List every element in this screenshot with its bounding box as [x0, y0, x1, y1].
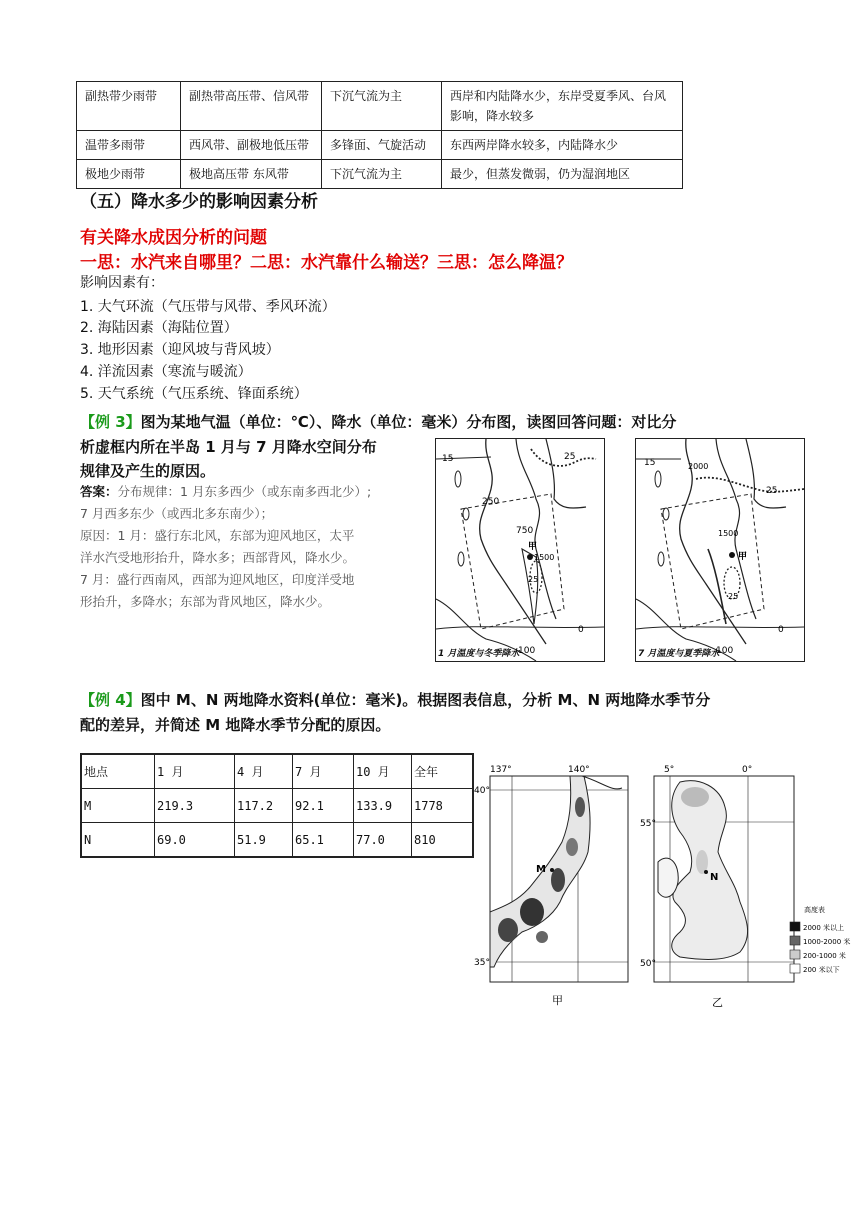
table-cell: 219.3	[155, 789, 235, 823]
factor-item: 5. 天气系统（气压系统、锋面系统）	[80, 386, 308, 402]
table-cell: 77.0	[354, 823, 412, 858]
factor-item: 1. 大气环流（气压带与风带、季风环流）	[80, 299, 336, 315]
example4-question	[80, 688, 710, 713]
map-yi-lon2: 0°	[742, 765, 753, 775]
example3-tag: 【例 3】	[80, 413, 141, 431]
answer-label: 答案：	[80, 484, 118, 499]
map-yi-svg	[640, 762, 860, 1012]
map-yi-lon1: 5°	[664, 765, 675, 775]
legend-item: 2000 米以上	[803, 924, 845, 932]
map-jia-lat1: 40°	[474, 786, 490, 796]
answer-line: 7 月西多东少（或西北多东南少）；	[80, 506, 274, 521]
map-caption: 7 月温度与夏季降水	[638, 649, 720, 659]
january-precip-map	[435, 438, 605, 662]
answer-line: 洋水汽受地形抬升，降水多；西部背风，降水少。	[80, 550, 356, 565]
example3-text: 图为某地气温（单位：℃）、降水（单位：毫米）分布图，读图回答问题：对比分	[140, 413, 677, 431]
map-label-25: 25	[766, 486, 778, 496]
table-row	[77, 82, 683, 131]
map-yi-point-n: N	[710, 872, 719, 883]
table-cell: 西风带、副极地低压带	[181, 131, 322, 160]
table-cell: 副热带少雨带	[77, 82, 181, 131]
section-title: （五）降水多少的影响因素分析	[80, 192, 318, 212]
table-cell: 69.0	[155, 823, 235, 858]
map-label-jia: 甲	[738, 552, 748, 562]
table-cell: 多锋面、气旋活动	[322, 131, 442, 160]
red-heading-three-thoughts: 一思：水汽来自哪里？二思：水汽靠什么输送？三思：怎么降温？	[80, 253, 573, 273]
map-yi-lat1: 55°	[640, 819, 656, 829]
table-header: 4 月	[235, 754, 293, 789]
table-header: 地点	[81, 754, 155, 789]
january-map-svg	[436, 439, 604, 661]
map-jia-lat2: 35°	[474, 958, 490, 968]
answer-line: 7 月：盛行西南风，西部为迎风地区，印度洋受地	[80, 572, 355, 587]
map-label-1500: 1500	[718, 529, 739, 538]
legend-item: 200-1000 米	[803, 952, 846, 960]
table-cell: 西岸和内陆降水少，东岸受夏季风、台风影响，降水较多	[442, 82, 683, 131]
map-label-jia: 甲	[528, 542, 538, 552]
table-header: 7 月	[293, 754, 354, 789]
table-header: 1 月	[155, 754, 235, 789]
example3-text-line2: 析虚框内所在半岛 1 月与 7 月降水空间分布	[80, 438, 377, 456]
table-cell: 1778	[412, 789, 474, 823]
legend-item: 1000-2000 米	[803, 938, 851, 946]
map-label-15: 15	[644, 458, 656, 468]
table-header-row	[81, 754, 473, 789]
map-label-750: 750	[516, 526, 534, 536]
map-label-2000: 2000	[688, 462, 709, 471]
table-cell: N	[81, 823, 155, 858]
answer-line: 形抬升，多降水；东部为背风地区，降水少。	[80, 594, 331, 609]
map-jia-lon2: 140°	[568, 765, 590, 775]
map-label-0: 0	[778, 625, 784, 635]
map-caption: 1 月温度与冬季降水	[438, 649, 520, 659]
example3-text-line3: 规律及产生的原因。	[80, 462, 216, 480]
map-label-1500: 1500	[534, 553, 555, 562]
factors-intro: 影响因素有：	[80, 275, 164, 291]
map-yi-lat2: 50°	[640, 959, 656, 969]
map-label-25: 25	[564, 452, 576, 462]
factor-item: 2. 海陆因素（海陆位置）	[80, 320, 238, 336]
table-cell: 117.2	[235, 789, 293, 823]
map-label-25b: 25	[528, 575, 539, 584]
table-cell: 810	[412, 823, 474, 858]
legend-item: 200 米以下	[803, 966, 840, 974]
map-label-0: 0	[578, 625, 584, 635]
table-cell: 下沉气流为主	[322, 160, 442, 189]
table-row	[81, 823, 473, 858]
july-map-svg	[636, 439, 804, 661]
table-row	[77, 160, 683, 189]
map-label-100: 100	[518, 646, 536, 656]
map-jia-point-m: M	[536, 864, 546, 875]
answer-line: 分布规律：1 月东多西少（或东南多西北少）;	[117, 484, 372, 499]
legend-title: 高度表	[804, 906, 825, 914]
map-label-15: 15	[442, 454, 454, 464]
table-cell: 极地少雨带	[77, 160, 181, 189]
map-yi	[640, 762, 860, 1012]
table-cell: 65.1	[293, 823, 354, 858]
map-label-250: 250	[482, 497, 500, 507]
july-precip-map	[635, 438, 805, 662]
map-yi-caption: 乙	[712, 996, 723, 1009]
table-cell: 133.9	[354, 789, 412, 823]
table-cell: 极地高压带 东风带	[181, 160, 322, 189]
example4-tag: 【例 4】	[80, 691, 141, 709]
example3-answer	[80, 481, 428, 613]
table-cell: 最少，但蒸发微弱，仍为湿润地区	[442, 160, 683, 189]
map-jia-svg	[472, 762, 632, 1012]
factor-item: 3. 地形因素（迎风坡与背风坡）	[80, 342, 280, 358]
table-header: 全年	[412, 754, 474, 789]
table-cell: 东西两岸降水较多，内陆降水少	[442, 131, 683, 160]
table-cell: 副热带高压带、信风带	[181, 82, 322, 131]
map-label-100: 100	[716, 646, 734, 656]
table-cell: 51.9	[235, 823, 293, 858]
precip-data-table	[80, 753, 474, 858]
map-label-25b: 25	[728, 592, 739, 601]
answer-line: 原因：1 月：盛行东北风，东部为迎风地区，太平	[80, 528, 355, 543]
map-jia-caption: 甲	[552, 994, 563, 1007]
red-heading-questions: 有关降水成因分析的问题	[80, 228, 267, 248]
table-cell: 92.1	[293, 789, 354, 823]
factor-item: 4. 洋流因素（寒流与暖流）	[80, 364, 252, 380]
example4-text-line2: 配的差异，并简述 M 地降水季节分配的原因。	[80, 716, 391, 734]
map-jia-lon1: 137°	[490, 765, 512, 775]
precipitation-zone-table	[76, 81, 683, 189]
table-cell: 温带多雨带	[77, 131, 181, 160]
table-row	[77, 131, 683, 160]
map-jia	[472, 762, 632, 1012]
table-row	[81, 789, 473, 823]
example4-text: 图中 M、N 两地降水资料(单位：毫米)。根据图表信息，分析 M、N 两地降水季节分	[140, 691, 711, 709]
example3-question	[80, 410, 676, 435]
table-header: 10 月	[354, 754, 412, 789]
table-cell: M	[81, 789, 155, 823]
table-cell: 下沉气流为主	[322, 82, 442, 131]
